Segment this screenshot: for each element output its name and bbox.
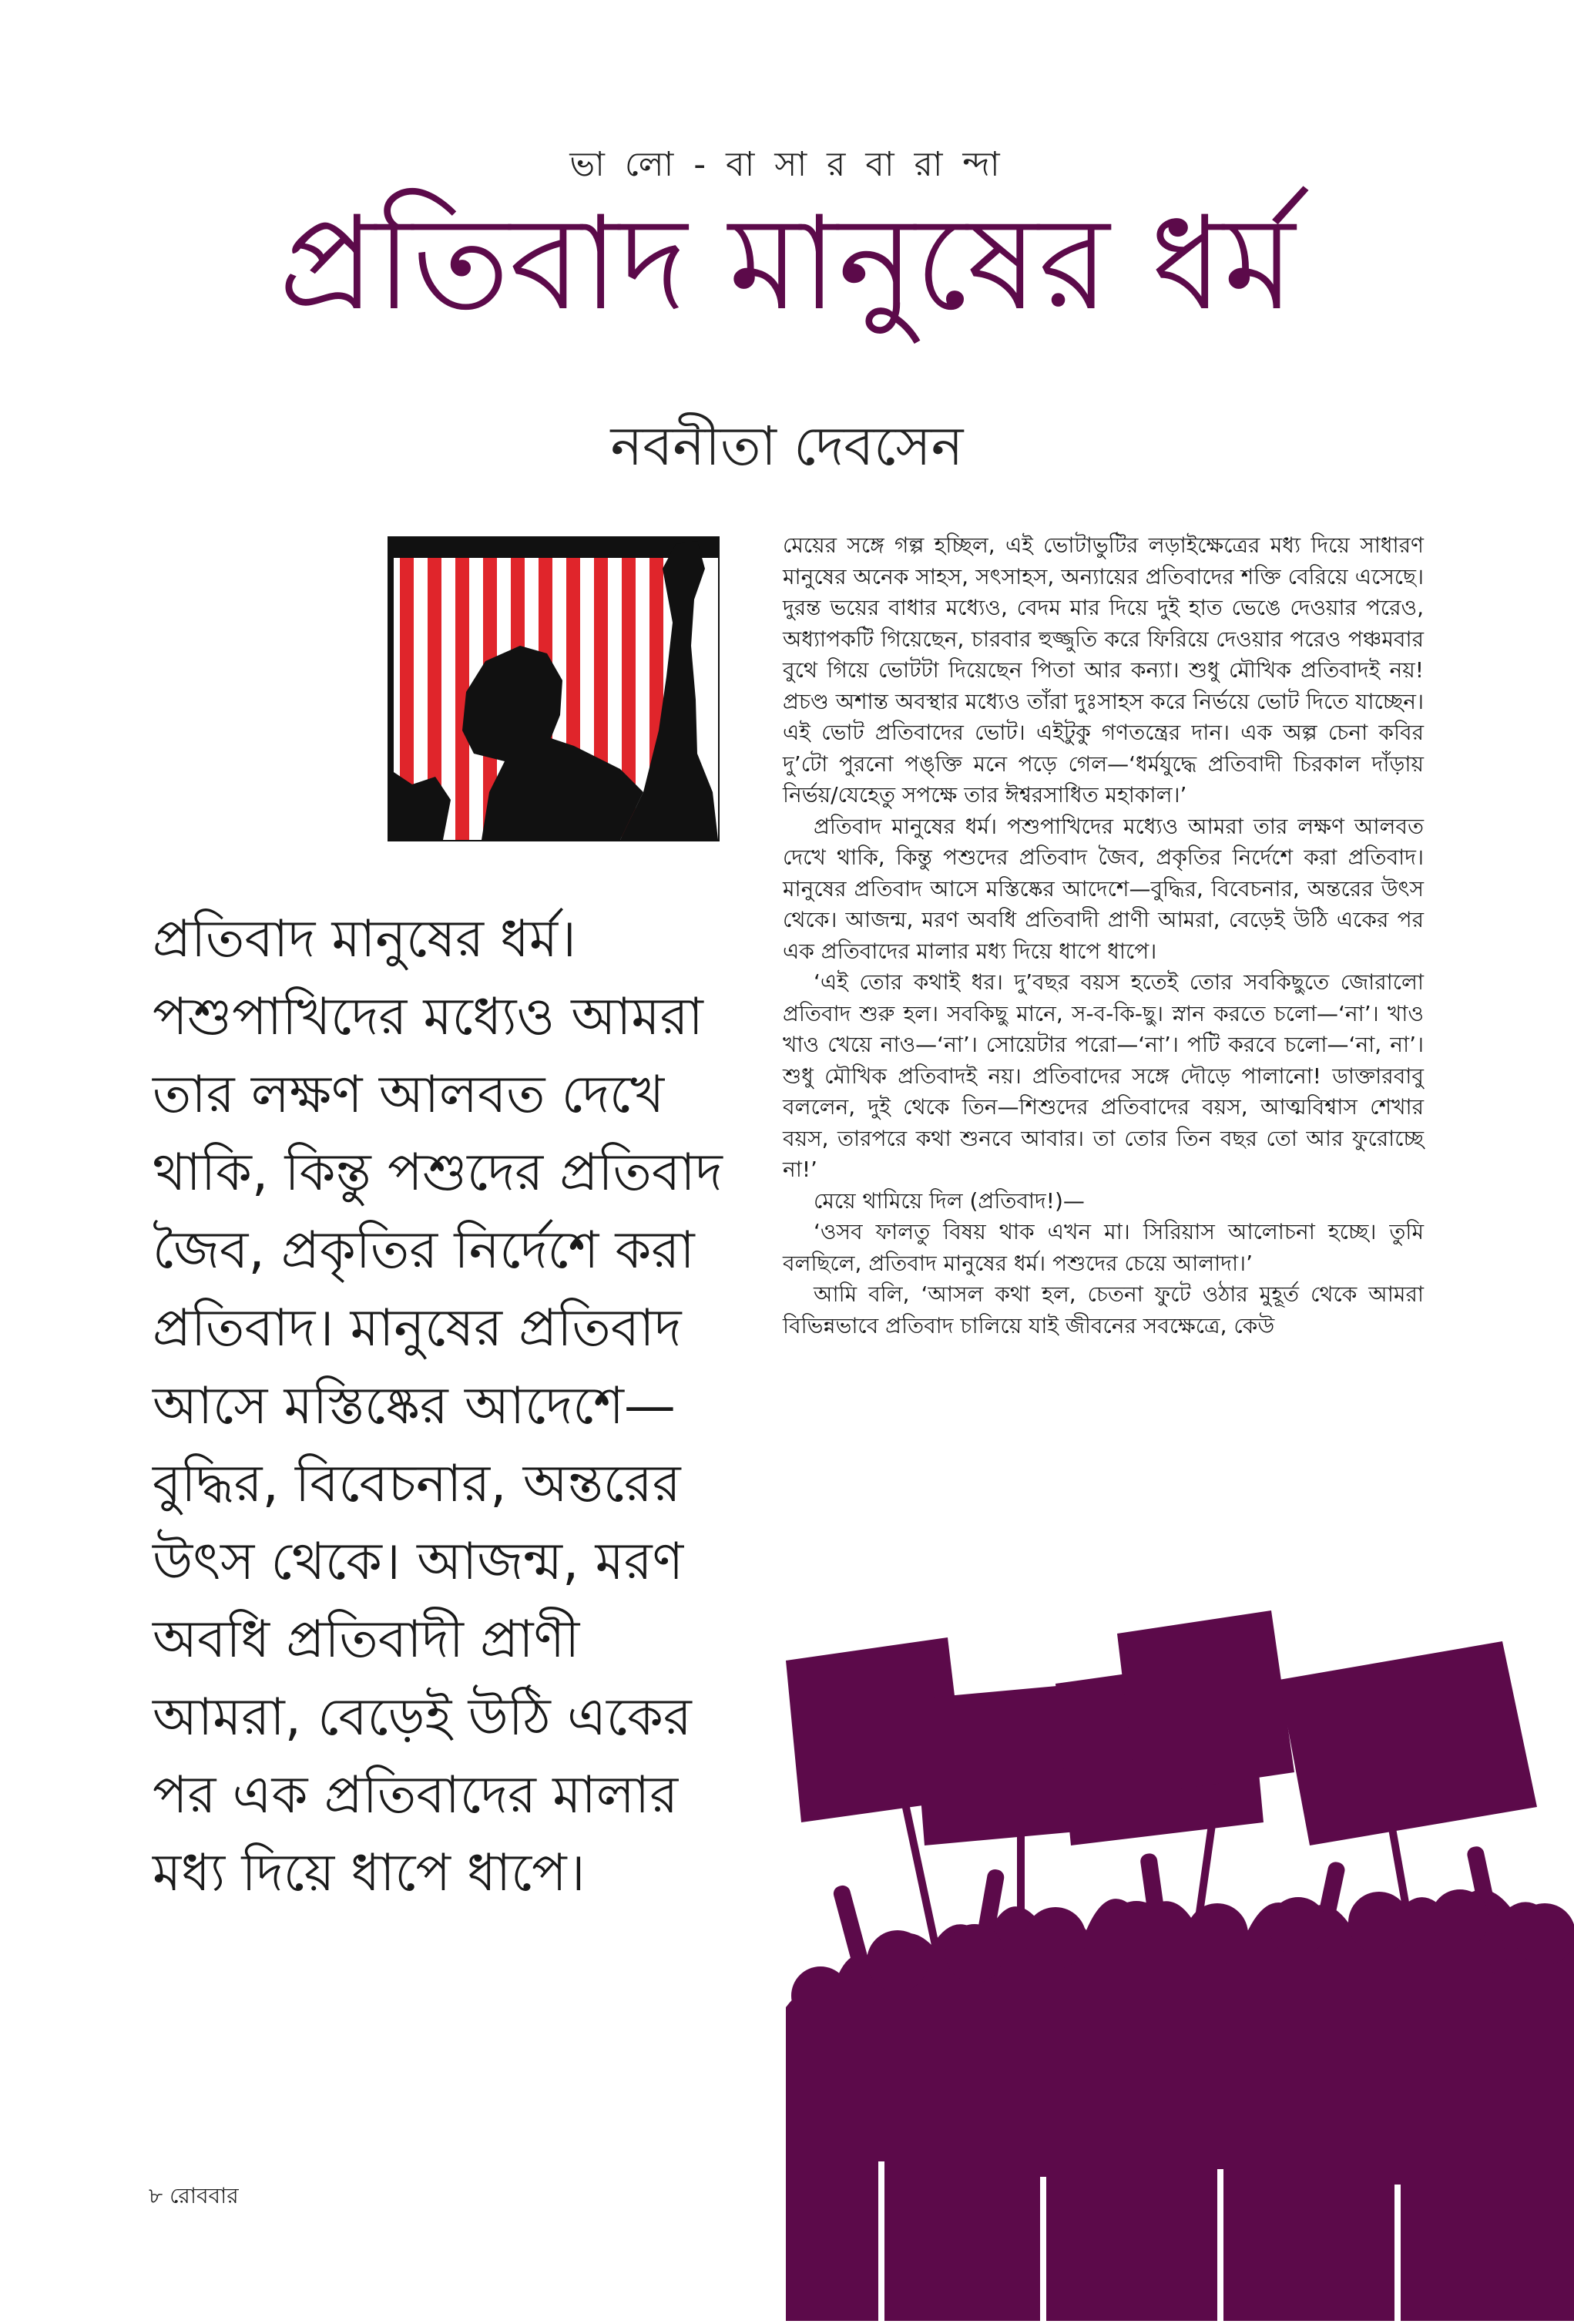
article-body xyxy=(783,530,1424,1342)
body-paragraph: ‘ওসব ফালতু বিষয় থাক এখন মা। সিরিয়াস আলোচনা হচ্ছে। তুমি বলছিলে, প্রতিবাদ মানুষের ধর্ম। পশুদের চেয়ে আলাদা।’ xyxy=(783,1219,1424,1276)
pull-quote: প্রতিবাদ মানুষের ধর্ম। পশুপাখিদের মধ্যেও আমরা তার লক্ষণ আলবত দেখে থাকি, কিন্তু পশুদের প্রতিবাদ জৈব, প্রকৃতির নির্দেশে করা প্রতিবাদ। মানুষের প্রতিবাদ আসে মস্তিষ্কের আদেশে—বুদ্ধির, বিবেচনার, অন্তরের উৎস থেকে। আজন্ম, মরণ অবধি প্রতিবাদী প্রাণী আমরা, বেড়েই উঠি একের পর এক প্রতিবাদের মালার মধ্য দিয়ে ধাপে ধাপে। xyxy=(153,908,723,1903)
protest-poster-icon xyxy=(388,536,720,841)
body-paragraph: ‘এই তোর কথাই ধর। দু’বছর বয়স হতেই তোর সবকিছুতে জোরালো প্রতিবাদ শুরু হল। সবকিছু মানে, স-ব-কি-ছু। স্নান করতে চলো—‘না’। খাও খাও খেয়ে নাও—‘না’। সোয়েটার পরো—‘না’। পটি করবে চলো—‘না, না’। শুধু মৌখিক প্রতিবাদই নয়। প্রতিবাদের সঙ্গে দৌড়ে পালানো! ডাক্তারবাবু বললেন, দুই থেকে তিন—শিশুদের প্রতিবাদের বয়স, আত্মবিশ্বাস শেখার বয়স, তারপরে কথা শুনবে আবার। তা তোর তিন বছর তো আর ফুরোচ্ছে না!’ xyxy=(783,969,1424,1182)
protest-crowd-silhouette-icon xyxy=(786,1576,1574,2321)
article-title: প্রতিবাদ মানুষের ধর্ম xyxy=(278,188,1296,339)
body-paragraph: মেয়ের সঙ্গে গল্প হচ্ছিল, এই ভোটাভুটির লড়াইক্ষেত্রের মধ্য দিয়ে সাধারণ মানুষের অনেক সাহস, সৎসাহস, অন্যায়ের প্রতিবাদের শক্তি বেরিয়ে এসেছে। দুরন্ত ভয়ের বাধার মধ্যেও, বেদম মার দিয়ে দুই হাত ভেঙে দেওয়ার পরেও, অধ্যাপকটি গিয়েছেন, চারবার হুজ্জুতি করে ফিরিয়ে দেওয়ার পরেও পঞ্চমবার বুথে গিয়ে ভোটটা দিয়েছেন পিতা আর কন্যা। শুধু মৌখিক প্রতিবাদই নয়! প্রচণ্ড অশান্ত অবস্থার মধ্যেও তাঁরা দুঃসাহস করে নির্ভয়ে ভোট দিতে যাচ্ছেন। এই ভোট প্রতিবাদের ভোট। এইটুকু গণতন্ত্রের দান। এক অল্প চেনা কবির দু’টো পুরনো পঙ্‌ক্তি মনে পড়ে গেল—‘ধর্মযুদ্ধে প্রতিবাদী চিরকাল দাঁড়ায় নির্ভয়/যেহেতু সপক্ষে তার ঈশ্বরসাধিত মহাকাল।’ xyxy=(783,532,1424,808)
body-paragraph: আমি বলি, ‘আসল কথা হল, চেতনা ফুটে ওঠার মুহূর্ত থেকে আমরা বিভিন্নভাবে প্রতিবাদ চালিয়ে যাই জীবনের সবক্ষেত্রে, কেউ xyxy=(783,1281,1424,1338)
page-folio: ৮ রোববার xyxy=(149,2183,239,2208)
body-paragraph: মেয়ে থামিয়ে দিল (প্রতিবাদ!)— xyxy=(814,1187,1085,1214)
author-byline: নবনীতা দেবসেন xyxy=(610,415,964,478)
body-paragraph: প্রতিবাদ মানুষের ধর্ম। পশুপাখিদের মধ্যেও আমরা তার লক্ষণ আলবত দেখে থাকি, কিন্তু পশুদের প্রতিবাদ জৈব, প্রকৃতির নির্দেশে করা প্রতিবাদ। মানুষের প্রতিবাদ আসে মস্তিষ্কের আদেশে—বুদ্ধির, বিবেচনার, অন্তরের উৎস থেকে। আজন্ম, মরণ অবধি প্রতিবাদী প্রাণী আমরা, বেড়েই উঠি একের পর এক প্রতিবাদের মালার মধ্য দিয়ে ধাপে ধাপে। xyxy=(783,813,1424,964)
series-label: ভা লো - বা সা র বা রা ন্দা xyxy=(569,145,1005,184)
